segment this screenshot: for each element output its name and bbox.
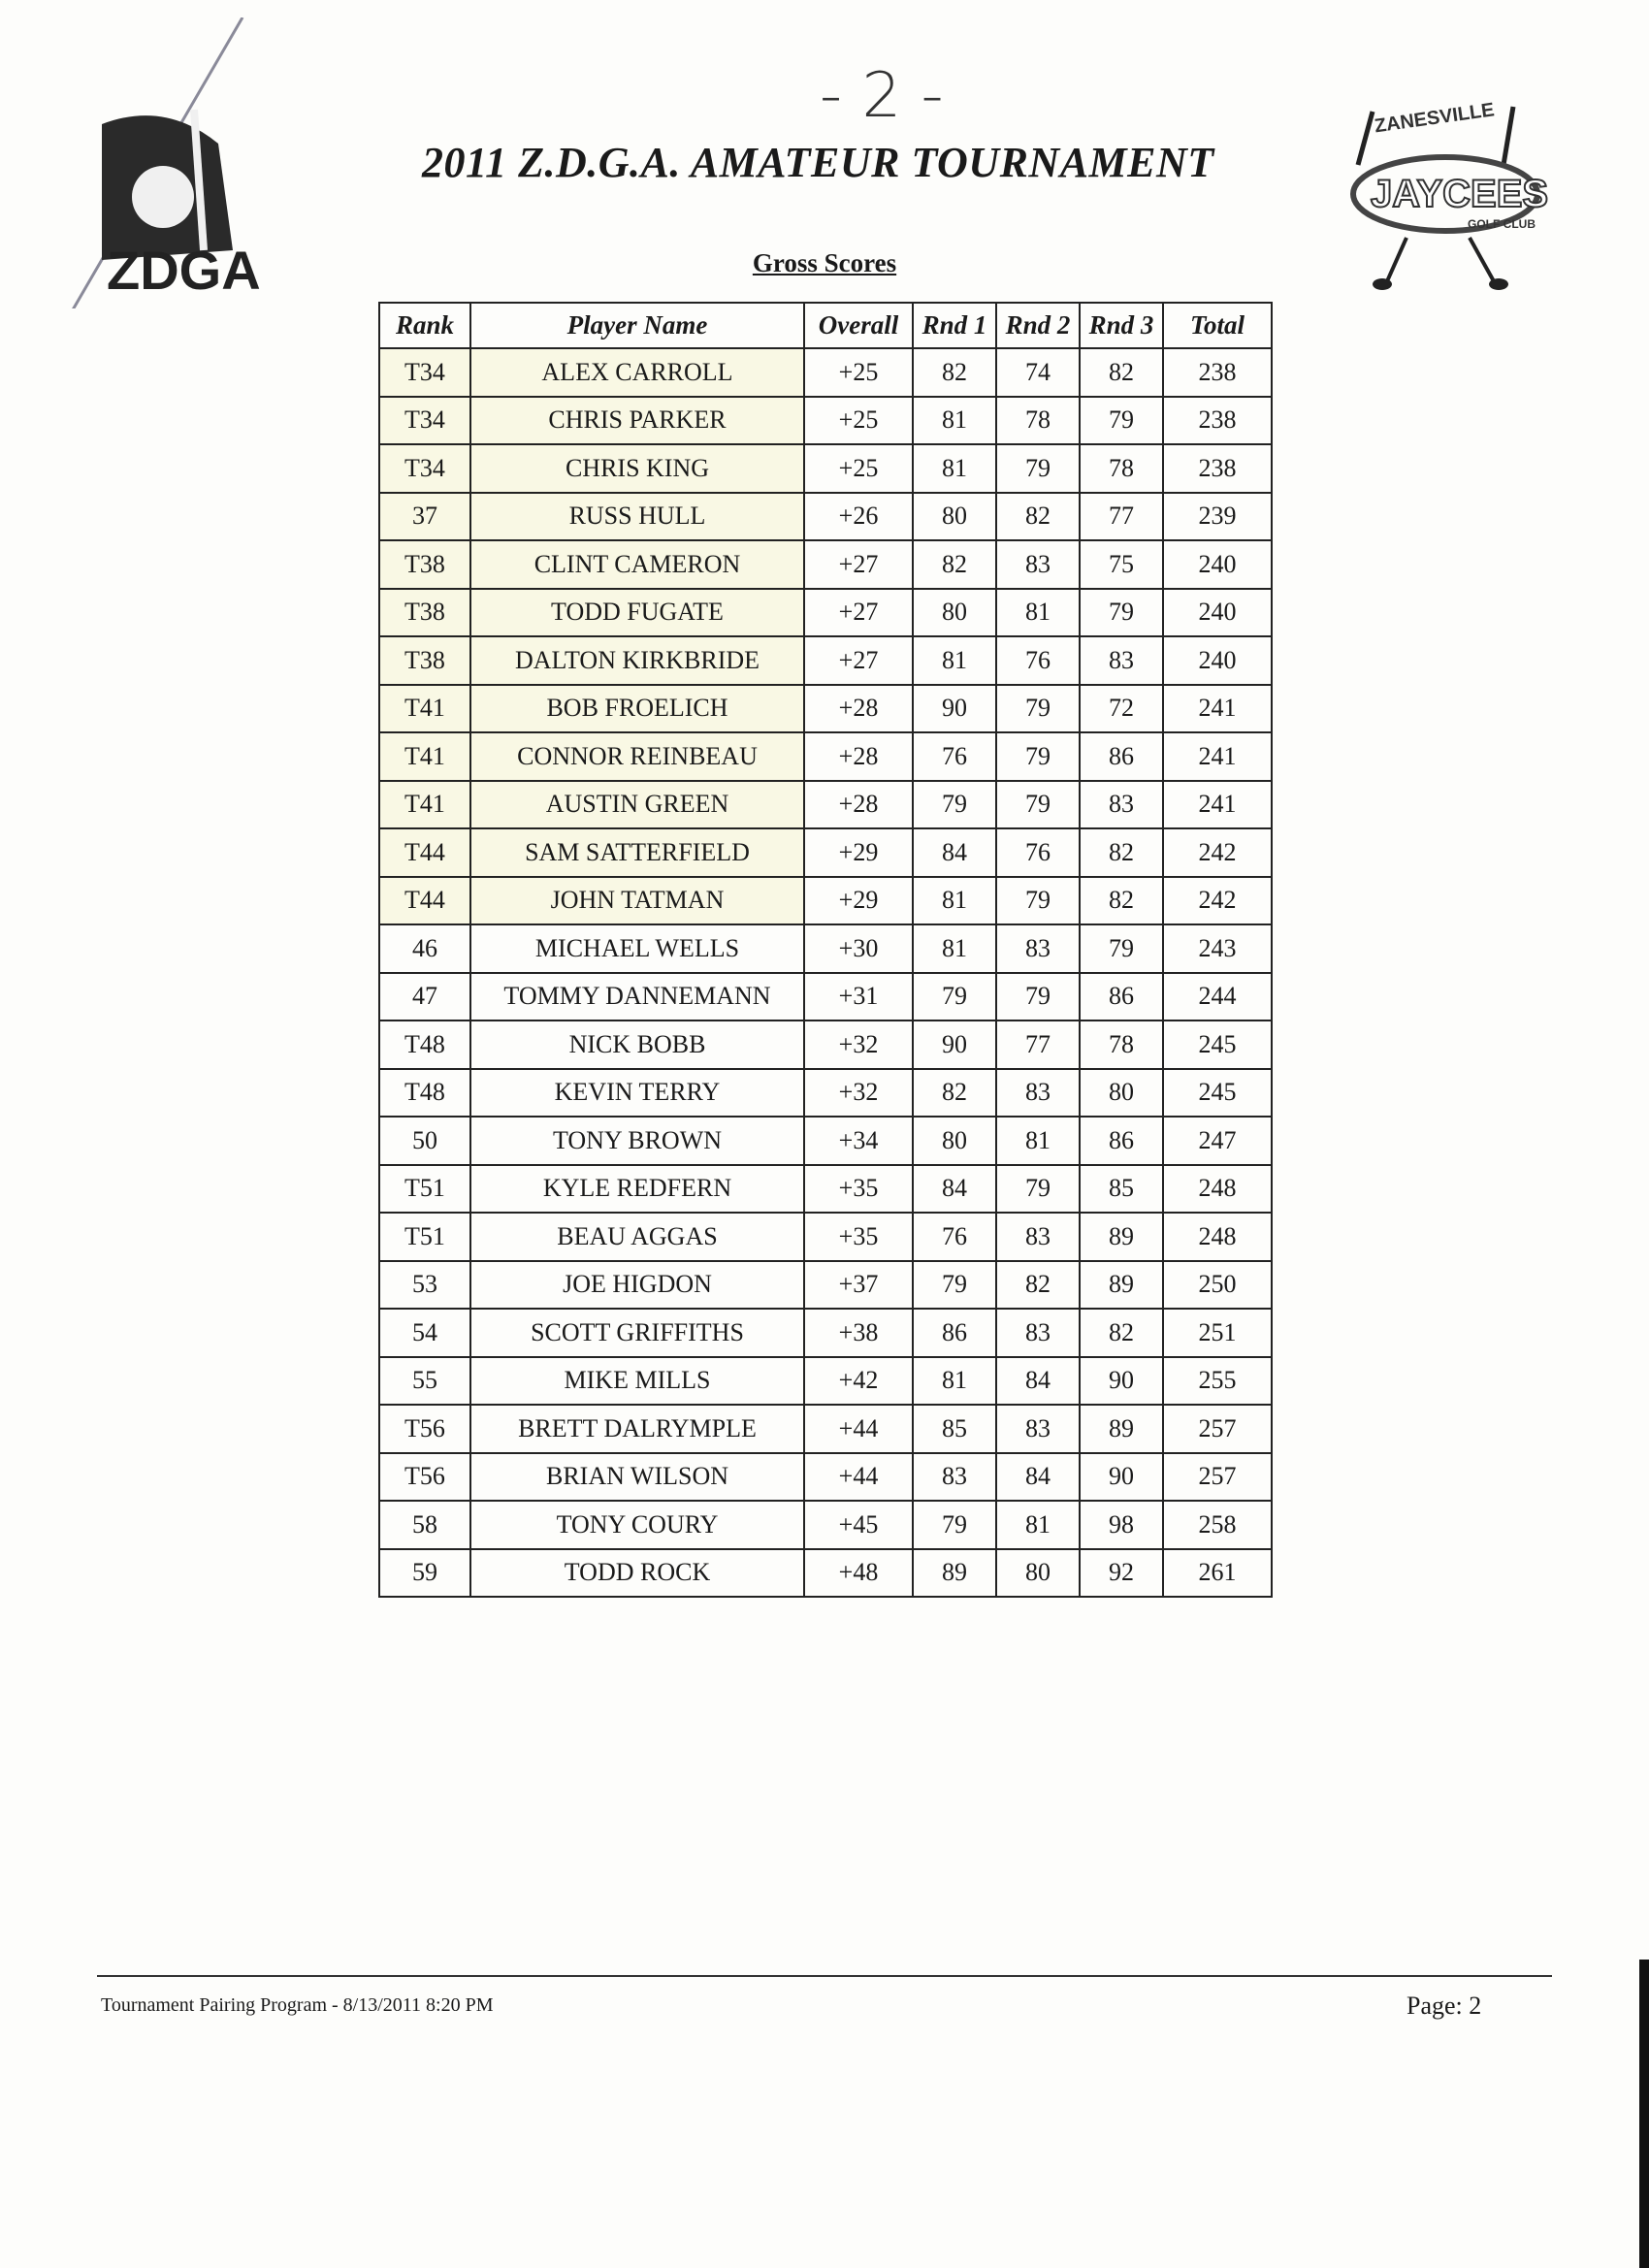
cell-rnd-1: 81 <box>913 636 996 685</box>
svg-text:JAYCEES: JAYCEES <box>1371 173 1549 215</box>
cell-rnd-1: 76 <box>913 732 996 781</box>
cell-player-name: CHRIS KING <box>470 444 804 493</box>
cell-player-name: TONY BROWN <box>470 1117 804 1165</box>
cell-rnd-3: 75 <box>1080 540 1163 589</box>
cell-rank: T44 <box>379 877 470 925</box>
cell-overall: +27 <box>804 540 913 589</box>
cell-rank: 58 <box>379 1501 470 1549</box>
cell-player-name: BRETT DALRYMPLE <box>470 1405 804 1453</box>
cell-rnd-3: 90 <box>1080 1357 1163 1406</box>
cell-rnd-3: 83 <box>1080 636 1163 685</box>
cell-overall: +31 <box>804 973 913 1021</box>
cell-total: 257 <box>1163 1405 1272 1453</box>
cell-rnd-3: 82 <box>1080 828 1163 877</box>
table-row <box>379 877 1272 925</box>
cell-rnd-2: 83 <box>996 924 1080 973</box>
svg-text:ZDGA: ZDGA <box>107 240 261 301</box>
cell-rnd-1: 80 <box>913 493 996 541</box>
cell-rnd-2: 79 <box>996 877 1080 925</box>
cell-total: 245 <box>1163 1069 1272 1118</box>
cell-rnd-2: 83 <box>996 1309 1080 1357</box>
table-row <box>379 1501 1272 1549</box>
scores-table <box>378 302 1273 1598</box>
cell-rnd-3: 86 <box>1080 973 1163 1021</box>
cell-rnd-1: 79 <box>913 973 996 1021</box>
cell-rnd-3: 89 <box>1080 1213 1163 1261</box>
cell-player-name: TONY COURY <box>470 1501 804 1549</box>
cell-rnd-1: 83 <box>913 1453 996 1502</box>
table-row <box>379 1357 1272 1406</box>
cell-rnd-1: 82 <box>913 540 996 589</box>
cell-rnd-1: 80 <box>913 1117 996 1165</box>
table-row <box>379 397 1272 445</box>
cell-rnd-2: 81 <box>996 589 1080 637</box>
cell-rnd-3: 80 <box>1080 1069 1163 1118</box>
cell-rank: T34 <box>379 397 470 445</box>
cell-total: 244 <box>1163 973 1272 1021</box>
cell-rnd-2: 83 <box>996 1213 1080 1261</box>
cell-rnd-2: 76 <box>996 828 1080 877</box>
cell-overall: +25 <box>804 397 913 445</box>
cell-rnd-1: 76 <box>913 1213 996 1261</box>
cell-overall: +29 <box>804 877 913 925</box>
cell-rank: 37 <box>379 493 470 541</box>
cell-rnd-1: 81 <box>913 924 996 973</box>
cell-rank: T41 <box>379 685 470 733</box>
cell-rnd-2: 79 <box>996 685 1080 733</box>
cell-rank: T34 <box>379 444 470 493</box>
cell-total: 240 <box>1163 636 1272 685</box>
zdga-logo <box>48 17 291 308</box>
table-row <box>379 589 1272 637</box>
cell-rnd-3: 78 <box>1080 1021 1163 1069</box>
cell-rank: T44 <box>379 828 470 877</box>
cell-rnd-3: 92 <box>1080 1549 1163 1598</box>
cell-rnd-3: 85 <box>1080 1165 1163 1214</box>
cell-player-name: JOHN TATMAN <box>470 877 804 925</box>
cell-overall: +27 <box>804 589 913 637</box>
cell-total: 238 <box>1163 348 1272 397</box>
cell-player-name: SAM SATTERFIELD <box>470 828 804 877</box>
cell-rnd-1: 84 <box>913 828 996 877</box>
header-rank: Rank <box>379 303 470 348</box>
svg-text:ZANESVILLE: ZANESVILLE <box>1373 99 1496 138</box>
cell-total: 243 <box>1163 924 1272 973</box>
cell-total: 261 <box>1163 1549 1272 1598</box>
cell-rnd-1: 86 <box>913 1309 996 1357</box>
cell-overall: +34 <box>804 1117 913 1165</box>
table-row <box>379 1021 1272 1069</box>
cell-rank: 54 <box>379 1309 470 1357</box>
cell-rnd-1: 79 <box>913 1261 996 1310</box>
cell-overall: +44 <box>804 1453 913 1502</box>
cell-player-name: AUSTIN GREEN <box>470 781 804 829</box>
cell-total: 241 <box>1163 685 1272 733</box>
cell-rnd-2: 83 <box>996 1405 1080 1453</box>
svg-text:GOLF CLUB: GOLF CLUB <box>1468 217 1536 231</box>
cell-player-name: CONNOR REINBEAU <box>470 732 804 781</box>
cell-overall: +28 <box>804 732 913 781</box>
cell-player-name: JOE HIGDON <box>470 1261 804 1310</box>
cell-overall: +37 <box>804 1261 913 1310</box>
cell-total: 257 <box>1163 1453 1272 1502</box>
cell-overall: +28 <box>804 781 913 829</box>
cell-total: 239 <box>1163 493 1272 541</box>
table-row <box>379 444 1272 493</box>
cell-rank: T34 <box>379 348 470 397</box>
cell-overall: +44 <box>804 1405 913 1453</box>
cell-rank: 53 <box>379 1261 470 1310</box>
cell-total: 238 <box>1163 444 1272 493</box>
cell-rnd-1: 90 <box>913 1021 996 1069</box>
cell-player-name: DALTON KIRKBRIDE <box>470 636 804 685</box>
cell-player-name: ALEX CARROLL <box>470 348 804 397</box>
cell-total: 255 <box>1163 1357 1272 1406</box>
cell-rnd-1: 79 <box>913 781 996 829</box>
header-overall: Overall <box>804 303 913 348</box>
cell-rank: T41 <box>379 732 470 781</box>
cell-total: 242 <box>1163 828 1272 877</box>
table-row <box>379 732 1272 781</box>
cell-rnd-1: 81 <box>913 877 996 925</box>
cell-rank: T38 <box>379 589 470 637</box>
cell-player-name: MICHAEL WELLS <box>470 924 804 973</box>
header-rnd-2: Rnd 2 <box>996 303 1080 348</box>
cell-rnd-2: 79 <box>996 732 1080 781</box>
footer-page-number: Page: 2 <box>1406 1992 1482 2020</box>
cell-rnd-1: 80 <box>913 589 996 637</box>
table-row <box>379 828 1272 877</box>
cell-rnd-3: 78 <box>1080 444 1163 493</box>
table-row <box>379 1453 1272 1502</box>
cell-overall: +32 <box>804 1069 913 1118</box>
cell-rnd-2: 79 <box>996 781 1080 829</box>
cell-rnd-2: 77 <box>996 1021 1080 1069</box>
cell-rnd-3: 86 <box>1080 732 1163 781</box>
cell-rnd-2: 78 <box>996 397 1080 445</box>
cell-overall: +29 <box>804 828 913 877</box>
cell-rnd-1: 85 <box>913 1405 996 1453</box>
cell-total: 248 <box>1163 1165 1272 1214</box>
cell-total: 238 <box>1163 397 1272 445</box>
cell-overall: +27 <box>804 636 913 685</box>
table-row <box>379 924 1272 973</box>
cell-rnd-1: 89 <box>913 1549 996 1598</box>
cell-overall: +30 <box>804 924 913 973</box>
cell-overall: +45 <box>804 1501 913 1549</box>
cell-rnd-2: 84 <box>996 1357 1080 1406</box>
cell-rnd-2: 81 <box>996 1501 1080 1549</box>
table-row <box>379 348 1272 397</box>
cell-overall: +38 <box>804 1309 913 1357</box>
cell-rnd-1: 90 <box>913 685 996 733</box>
header-rnd-3: Rnd 3 <box>1080 303 1163 348</box>
cell-overall: +26 <box>804 493 913 541</box>
cell-total: 247 <box>1163 1117 1272 1165</box>
cell-rank: T56 <box>379 1405 470 1453</box>
cell-player-name: KEVIN TERRY <box>470 1069 804 1118</box>
cell-rank: 46 <box>379 924 470 973</box>
cell-player-name: CLINT CAMERON <box>470 540 804 589</box>
table-row <box>379 1165 1272 1214</box>
cell-total: 250 <box>1163 1261 1272 1310</box>
cell-rank: T48 <box>379 1021 470 1069</box>
cell-rnd-2: 81 <box>996 1117 1080 1165</box>
table-row <box>379 493 1272 541</box>
cell-player-name: BRIAN WILSON <box>470 1453 804 1502</box>
scan-edge-mark <box>1639 1960 1649 2268</box>
jaycees-logo <box>1343 92 1552 301</box>
cell-rnd-3: 79 <box>1080 397 1163 445</box>
cell-rank: T51 <box>379 1165 470 1214</box>
header-rnd-1: Rnd 1 <box>913 303 996 348</box>
table-row <box>379 973 1272 1021</box>
cell-rnd-2: 82 <box>996 1261 1080 1310</box>
cell-rank: T56 <box>379 1453 470 1502</box>
header-player-name: Player Name <box>470 303 804 348</box>
cell-total: 248 <box>1163 1213 1272 1261</box>
cell-rank: 50 <box>379 1117 470 1165</box>
table-row <box>379 1261 1272 1310</box>
table-row <box>379 1309 1272 1357</box>
table-row <box>379 1213 1272 1261</box>
cell-player-name: RUSS HULL <box>470 493 804 541</box>
cell-rank: T38 <box>379 636 470 685</box>
header-total: Total <box>1163 303 1272 348</box>
cell-rnd-2: 80 <box>996 1549 1080 1598</box>
cell-rank: 55 <box>379 1357 470 1406</box>
cell-rnd-3: 79 <box>1080 589 1163 637</box>
cell-rnd-3: 82 <box>1080 1309 1163 1357</box>
cell-overall: +28 <box>804 685 913 733</box>
cell-rnd-2: 79 <box>996 973 1080 1021</box>
cell-overall: +35 <box>804 1165 913 1214</box>
table-row <box>379 1549 1272 1598</box>
footer-program-stamp: Tournament Pairing Program - 8/13/2011 8:20 PM <box>101 1994 494 2016</box>
table-row <box>379 1069 1272 1118</box>
cell-player-name: KYLE REDFERN <box>470 1165 804 1214</box>
cell-overall: +42 <box>804 1357 913 1406</box>
cell-rnd-3: 77 <box>1080 493 1163 541</box>
cell-overall: +25 <box>804 444 913 493</box>
cell-rnd-3: 89 <box>1080 1405 1163 1453</box>
cell-player-name: CHRIS PARKER <box>470 397 804 445</box>
table-row <box>379 685 1272 733</box>
cell-total: 240 <box>1163 540 1272 589</box>
cell-total: 245 <box>1163 1021 1272 1069</box>
table-row <box>379 636 1272 685</box>
cell-rnd-2: 76 <box>996 636 1080 685</box>
section-subtitle: Gross Scores <box>752 248 897 277</box>
table-row <box>379 1117 1272 1165</box>
cell-rnd-1: 82 <box>913 1069 996 1118</box>
table-row <box>379 540 1272 589</box>
table-row <box>379 1405 1272 1453</box>
cell-rank: 47 <box>379 973 470 1021</box>
cell-rnd-1: 81 <box>913 444 996 493</box>
table-header-row <box>379 303 1272 348</box>
cell-player-name: SCOTT GRIFFITHS <box>470 1309 804 1357</box>
cell-overall: +32 <box>804 1021 913 1069</box>
cell-total: 241 <box>1163 732 1272 781</box>
cell-rnd-3: 82 <box>1080 877 1163 925</box>
cell-overall: +35 <box>804 1213 913 1261</box>
cell-rnd-3: 82 <box>1080 348 1163 397</box>
cell-rnd-2: 79 <box>996 444 1080 493</box>
cell-rank: T38 <box>379 540 470 589</box>
cell-total: 242 <box>1163 877 1272 925</box>
cell-rnd-1: 84 <box>913 1165 996 1214</box>
cell-total: 251 <box>1163 1309 1272 1357</box>
cell-player-name: TODD ROCK <box>470 1549 804 1598</box>
cell-total: 241 <box>1163 781 1272 829</box>
cell-player-name: TODD FUGATE <box>470 589 804 637</box>
cell-rank: T48 <box>379 1069 470 1118</box>
cell-player-name: BEAU AGGAS <box>470 1213 804 1261</box>
cell-rnd-3: 79 <box>1080 924 1163 973</box>
cell-rnd-1: 81 <box>913 1357 996 1406</box>
cell-rnd-1: 81 <box>913 397 996 445</box>
cell-total: 258 <box>1163 1501 1272 1549</box>
cell-rnd-3: 89 <box>1080 1261 1163 1310</box>
cell-rnd-3: 98 <box>1080 1501 1163 1549</box>
cell-rnd-3: 90 <box>1080 1453 1163 1502</box>
cell-rnd-3: 83 <box>1080 781 1163 829</box>
cell-rnd-3: 72 <box>1080 685 1163 733</box>
cell-total: 240 <box>1163 589 1272 637</box>
cell-overall: +48 <box>804 1549 913 1598</box>
cell-rnd-1: 82 <box>913 348 996 397</box>
cell-player-name: NICK BOBB <box>470 1021 804 1069</box>
table-row <box>379 781 1272 829</box>
cell-rnd-2: 83 <box>996 1069 1080 1118</box>
cell-overall: +25 <box>804 348 913 397</box>
cell-rnd-2: 79 <box>996 1165 1080 1214</box>
cell-player-name: BOB FROELICH <box>470 685 804 733</box>
cell-rank: 59 <box>379 1549 470 1598</box>
footer-divider <box>97 1975 1552 1977</box>
cell-rnd-2: 84 <box>996 1453 1080 1502</box>
cell-player-name: MIKE MILLS <box>470 1357 804 1406</box>
handwritten-page-number: - 2 - <box>820 60 944 132</box>
cell-rank: T51 <box>379 1213 470 1261</box>
cell-rnd-3: 86 <box>1080 1117 1163 1165</box>
cell-rnd-2: 82 <box>996 493 1080 541</box>
cell-rnd-2: 83 <box>996 540 1080 589</box>
cell-rnd-1: 79 <box>913 1501 996 1549</box>
cell-rnd-2: 74 <box>996 348 1080 397</box>
cell-rank: T41 <box>379 781 470 829</box>
page-title: 2011 Z.D.G.A. AMATEUR TOURNAMENT <box>422 139 1214 186</box>
cell-player-name: TOMMY DANNEMANN <box>470 973 804 1021</box>
